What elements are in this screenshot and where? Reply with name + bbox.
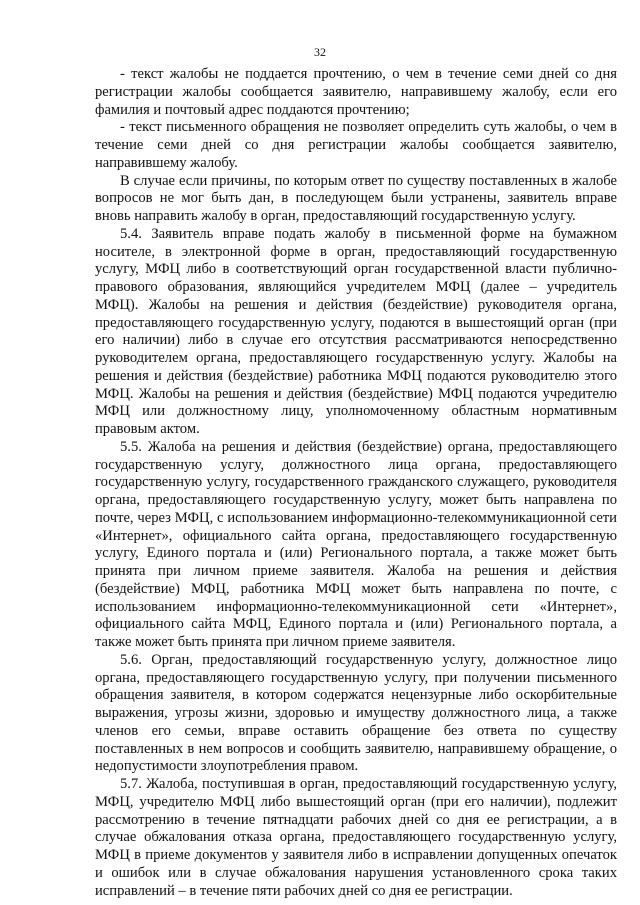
paragraph-5-5: 5.5. Жалоба на решения и действия (бездействие) органа, предоставляющего государственную услугу, должностного лица органа, предоставляющего государственную услугу, государственного гражданского служащего, руководителя органа, предоставляющего государственную услугу, может быть направлена по почте, через МФЦ, с использованием информационно-телекоммуникационной сети «Интернет», официального сайта органа, предоставляющего государственную услугу, Единого портала и (или) Регионального портала, а также может быть принята при личном приеме заявителя. Жалоба на решения и действия (бездействие) МФЦ, работника МФЦ может быть направлена по почте, с использованием информационно-телекоммуникационной сети «Интернет», официального сайта МФЦ, Единого портала и (или) Регионального портала, а также может быть принята при личном приеме заявителя. xyxy=(95,438,617,650)
paragraph-5-7: 5.7. Жалоба, поступившая в орган, предоставляющий государственную услугу, МФЦ, учредителю МФЦ либо вышестоящий орган (при его наличии), подлежит рассмотрению в течение пятнадцати рабочих дней со дня ее регистрации, а в случае обжалования отказа органа, предоставляющего государственную услугу, МФЦ в приеме документов у заявителя либо в исправлении допущенных опечаток и ошибок или в случае обжалования нарушения установленного срока таких исправлений – в течение пяти рабочих дней со дня ее регистрации. xyxy=(95,776,617,899)
paragraph-resubmission: В случае если причины, по которым ответ по существу поставленных в жалобе вопросов не мог быть дан, в последующем были устранены, заявитель вправе вновь направить жалобу в орган, предоставляющий государственную услугу. xyxy=(95,172,617,224)
paragraph-undefined-essence: - текст письменного обращения не позволяет определить суть жалобы, о чем в течение семи дней со дня регистрации жалобы сообщается заявителю, направившему жалобу. xyxy=(95,119,617,171)
paragraph-5-6: 5.6. Орган, предоставляющий государственную услугу, должностное лицо органа, предоставляющего государственную услугу, при получении письменного обращения заявителя, в котором содержатся нецензурные либо оскорбительные выражения, угрозы жизни, здоровью и имуществу должностного лица, а также членов его семьи, вправе оставить обращение без ответа по существу поставленных в нем вопросов и сообщить заявителю, направившему обращение, о недопустимости злоупотребления правом. xyxy=(95,651,617,775)
page-number: 32 xyxy=(314,45,326,59)
paragraph-unreadable-complaint: - текст жалобы не поддается прочтению, о чем в течение семи дней со дня регистрации жалобы сообщается заявителю, направившему жалобу, если его фамилия и почтовый адрес поддаются прочтению; xyxy=(95,66,617,118)
paragraph-5-4: 5.4. Заявитель вправе подать жалобу в письменной форме на бумажном носителе, в электронной форме в орган, предоставляющий государственную услугу, МФЦ либо в соответствующий орган государственной власти публично-правового образования, являющийся учредителем МФЦ (далее – учредитель МФЦ). Жалобы на решения и действия (бездействие) руководителя органа, предоставляющего государственную услугу, подаются в вышестоящий орган (при его наличии) либо в случае его отсутствия рассматриваются непосредственно руководителем органа, предоставляющего государственную услугу. Жалобы на решения и действия (бездействие) работника МФЦ подаются руководителю этого МФЦ. Жалобы на решения и действия (бездействие) МФЦ подаются учредителю МФЦ или должностному лицу, уполномоченному областным нормативным правовым актом. xyxy=(95,225,617,437)
document-body xyxy=(95,66,617,900)
